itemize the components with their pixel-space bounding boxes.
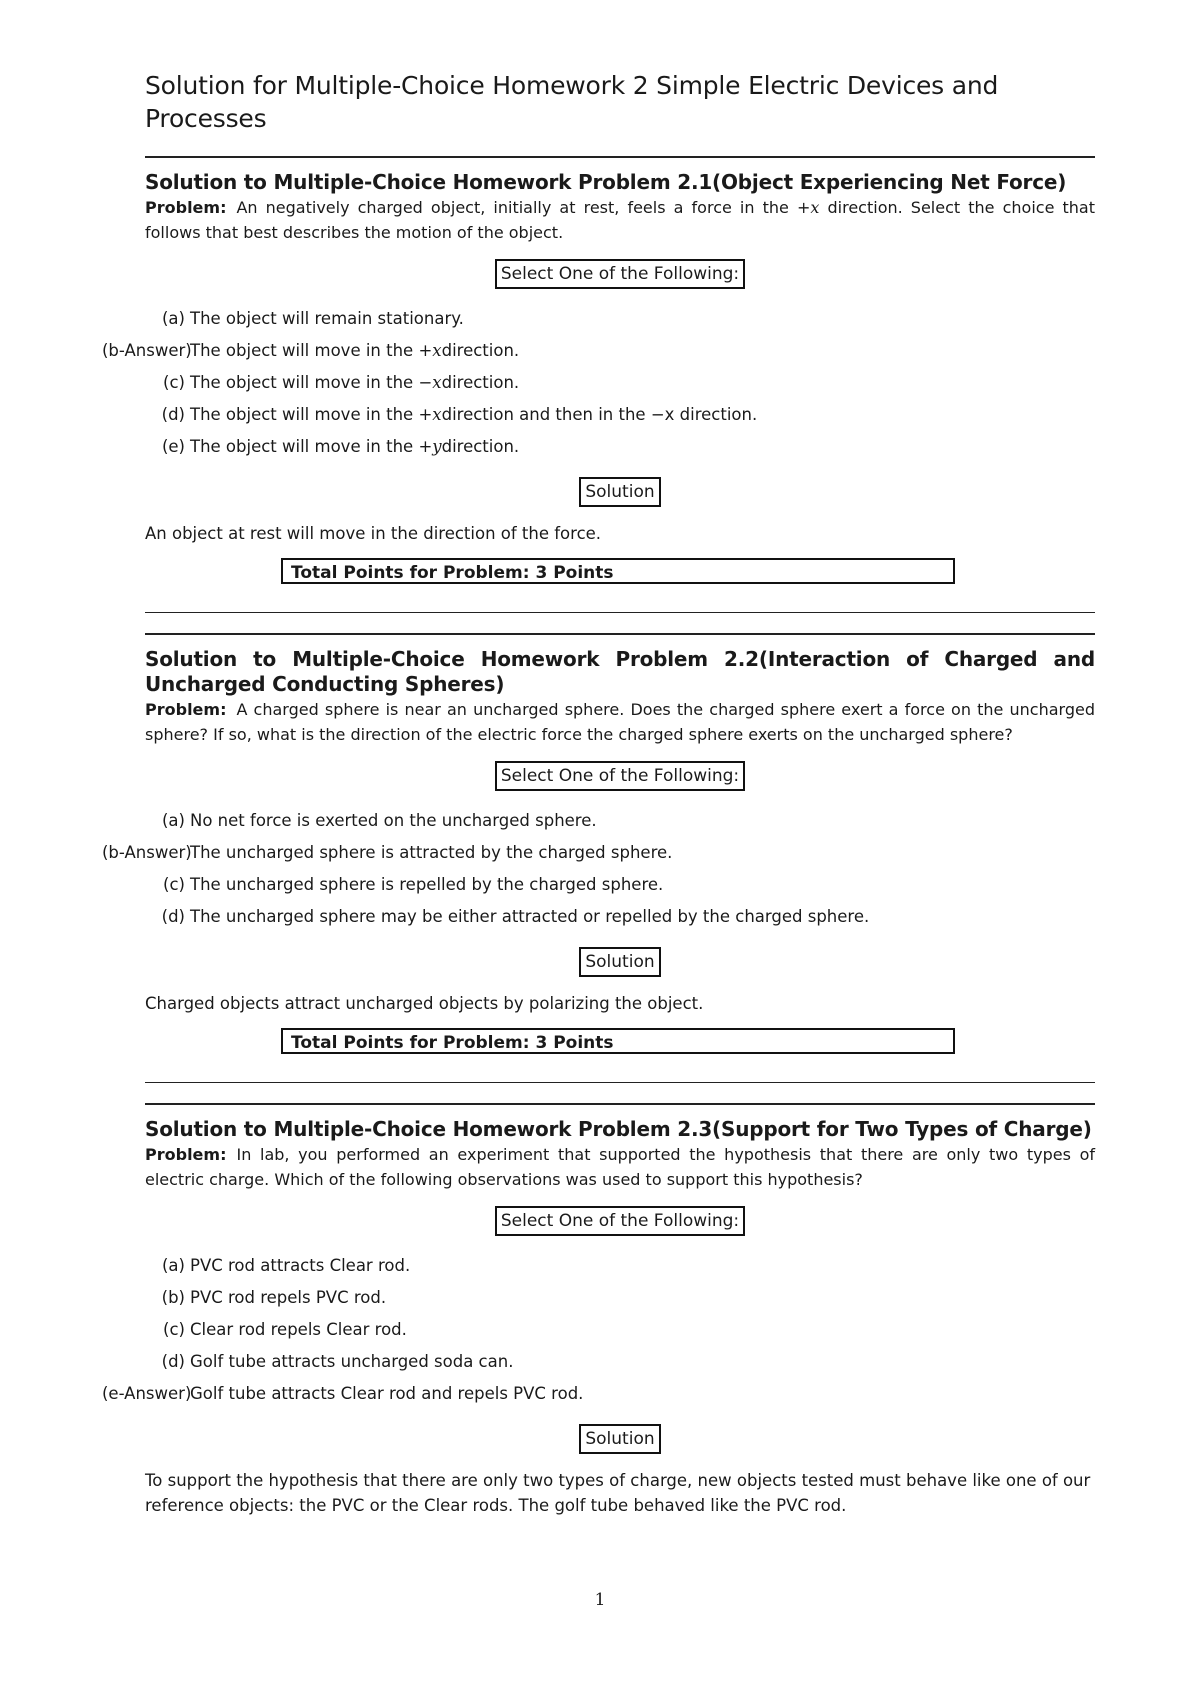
problem-label: Problem: bbox=[145, 198, 227, 217]
choice-text: Clear rod repels Clear rod. bbox=[190, 1320, 407, 1339]
choice-text: The object will remain stationary. bbox=[190, 309, 464, 328]
statement-text: An negatively charged object, initially at rest, feels a force in the + bbox=[236, 198, 811, 217]
section-rule bbox=[145, 1082, 1095, 1083]
problem-2-1 bbox=[102, 170, 1096, 584]
select-one-box bbox=[495, 761, 745, 791]
select-one-label: Select One of the Following: bbox=[500, 766, 740, 786]
choice-key: (b-Answer) bbox=[102, 843, 192, 862]
problem-2-3 bbox=[102, 1117, 1095, 1518]
choice-c bbox=[145, 869, 1095, 901]
total-points-box: Total Points for Problem: 3 Points bbox=[281, 558, 955, 584]
choice-key: (c) bbox=[163, 875, 185, 894]
solution-explanation: An object at rest will move in the direction of the force. bbox=[145, 524, 602, 543]
statement-text: In lab, you performed an experiment that supported the hypothesis that there are only two types of electric charge. Which of the following observations was used to support this hypothesis? bbox=[145, 1145, 1095, 1189]
title-rule bbox=[145, 156, 1095, 158]
choice-key: (c) bbox=[163, 373, 185, 392]
problem-label: Problem: bbox=[145, 1145, 227, 1164]
solution-box-wrap bbox=[145, 477, 1095, 507]
solution-explanation: To support the hypothesis that there are only two types of charge, new objects tested must behave like one of our reference objects: the PVC or the Clear rods. The golf tube behaved like the PVC rod. bbox=[145, 1471, 1091, 1515]
choice-key: (d) bbox=[161, 405, 185, 424]
choice-text: The object will move in the + bbox=[190, 437, 433, 456]
choice-c bbox=[145, 367, 1095, 399]
solution-box bbox=[579, 477, 660, 507]
statement-text: A charged sphere is near an uncharged sphere. Does the charged sphere exert a force on the uncharged sphere? If so, what is the direction of the electric force the charged sphere exerts on the uncharged sphere? bbox=[145, 700, 1095, 744]
choice-text: The uncharged sphere may be either attracted or repelled by the charged sphere. bbox=[190, 907, 870, 926]
select-one-label: Select One of the Following: bbox=[500, 1211, 740, 1231]
choice-text: direction. bbox=[441, 437, 520, 456]
problem-heading: Solution to Multiple-Choice Homework Problem 2.3(Support for Two Types of Charge) bbox=[145, 1117, 1092, 1141]
math-variable: y bbox=[432, 437, 442, 456]
page-number: 1 bbox=[594, 1590, 606, 1610]
choice-text: direction and then in the −x direction. bbox=[441, 405, 758, 424]
choice-list bbox=[102, 1250, 1095, 1410]
problem-heading: Solution to Multiple-Choice Homework Problem 2.1(Object Experiencing Net Force) bbox=[145, 170, 1067, 194]
choice-e bbox=[145, 431, 1095, 463]
choice-key: (d) bbox=[161, 1352, 185, 1371]
solution-label: Solution bbox=[585, 952, 655, 972]
section-rule bbox=[145, 1103, 1095, 1105]
choice-text: PVC rod repels PVC rod. bbox=[190, 1288, 387, 1307]
choice-d bbox=[145, 399, 1095, 431]
select-box-wrap bbox=[145, 259, 1095, 289]
math-variable: x bbox=[432, 405, 442, 424]
solution-label: Solution bbox=[585, 482, 655, 502]
choice-text: No net force is exerted on the uncharged sphere. bbox=[190, 811, 597, 830]
choice-key: (a) bbox=[162, 811, 185, 830]
choice-a bbox=[145, 1250, 1095, 1282]
math-variable: x bbox=[810, 198, 820, 217]
solution-box-wrap bbox=[145, 947, 1095, 977]
problem-statement bbox=[145, 1142, 1095, 1192]
choice-text: PVC rod attracts Clear rod. bbox=[190, 1256, 411, 1275]
choice-key: (c) bbox=[163, 1320, 185, 1339]
choice-text: The uncharged sphere is repelled by the charged sphere. bbox=[190, 875, 664, 894]
choice-a bbox=[145, 303, 1095, 335]
solution-box bbox=[579, 947, 660, 977]
statement-text: direction. Select the choice that follows that best describes the motion of the object. bbox=[145, 198, 1096, 242]
choice-text: direction. bbox=[441, 373, 520, 392]
select-one-label: Select One of the Following: bbox=[500, 264, 740, 284]
choice-text: The uncharged sphere is attracted by the charged sphere. bbox=[190, 843, 673, 862]
problem-heading: Solution to Multiple-Choice Homework Problem 2.2(Interaction of Charged and Uncharged Conducting Spheres) bbox=[145, 647, 1095, 696]
section-rule bbox=[145, 612, 1095, 613]
total-points-box: Total Points for Problem: 3 Points bbox=[281, 1028, 955, 1054]
select-one-box bbox=[495, 1206, 745, 1236]
choice-key: (e-Answer) bbox=[102, 1384, 192, 1403]
solution-label: Solution bbox=[585, 1429, 655, 1449]
choice-list bbox=[102, 303, 1095, 463]
choice-text: direction. bbox=[441, 341, 520, 360]
choice-key: (b) bbox=[161, 1288, 185, 1307]
problem-2-2 bbox=[102, 647, 1095, 1054]
section-rule bbox=[145, 633, 1095, 635]
select-box-wrap bbox=[145, 1206, 1095, 1236]
solution-box bbox=[579, 1424, 660, 1454]
choice-text: Golf tube attracts Clear rod and repels PVC rod. bbox=[190, 1384, 584, 1403]
choice-d bbox=[145, 901, 1095, 933]
choice-text: The object will move in the + bbox=[190, 341, 433, 360]
choice-e-answer bbox=[102, 1378, 1095, 1410]
solution-explanation: Charged objects attract uncharged objects by polarizing the object. bbox=[145, 994, 704, 1013]
choice-key: (e) bbox=[161, 437, 185, 456]
choice-text: Golf tube attracts uncharged soda can. bbox=[190, 1352, 514, 1371]
select-one-box bbox=[495, 259, 745, 289]
choice-text: The object will move in the + bbox=[190, 405, 433, 424]
choice-text: The object will move in the − bbox=[190, 373, 433, 392]
choice-d bbox=[145, 1346, 1095, 1378]
choice-a bbox=[145, 805, 1095, 837]
solution-box-wrap bbox=[145, 1424, 1095, 1454]
choice-list bbox=[102, 805, 1095, 933]
select-box-wrap bbox=[145, 761, 1095, 791]
choice-key: (a) bbox=[162, 1256, 185, 1275]
math-variable: x bbox=[432, 341, 442, 360]
choice-c bbox=[145, 1314, 1095, 1346]
document-page bbox=[102, 70, 1096, 1518]
choice-key: (b-Answer) bbox=[102, 341, 192, 360]
problem-statement bbox=[145, 195, 1095, 245]
choice-key: (a) bbox=[162, 309, 185, 328]
choice-b bbox=[145, 1282, 1095, 1314]
problem-label: Problem: bbox=[145, 700, 227, 719]
document-title: Solution for Multiple-Choice Homework 2 Simple Electric Devices and Processes bbox=[145, 71, 999, 133]
choice-b-answer bbox=[102, 837, 1095, 869]
math-variable: x bbox=[432, 373, 442, 392]
choice-key: (d) bbox=[161, 907, 185, 926]
choice-b-answer bbox=[102, 335, 1095, 367]
problem-statement bbox=[145, 697, 1095, 747]
